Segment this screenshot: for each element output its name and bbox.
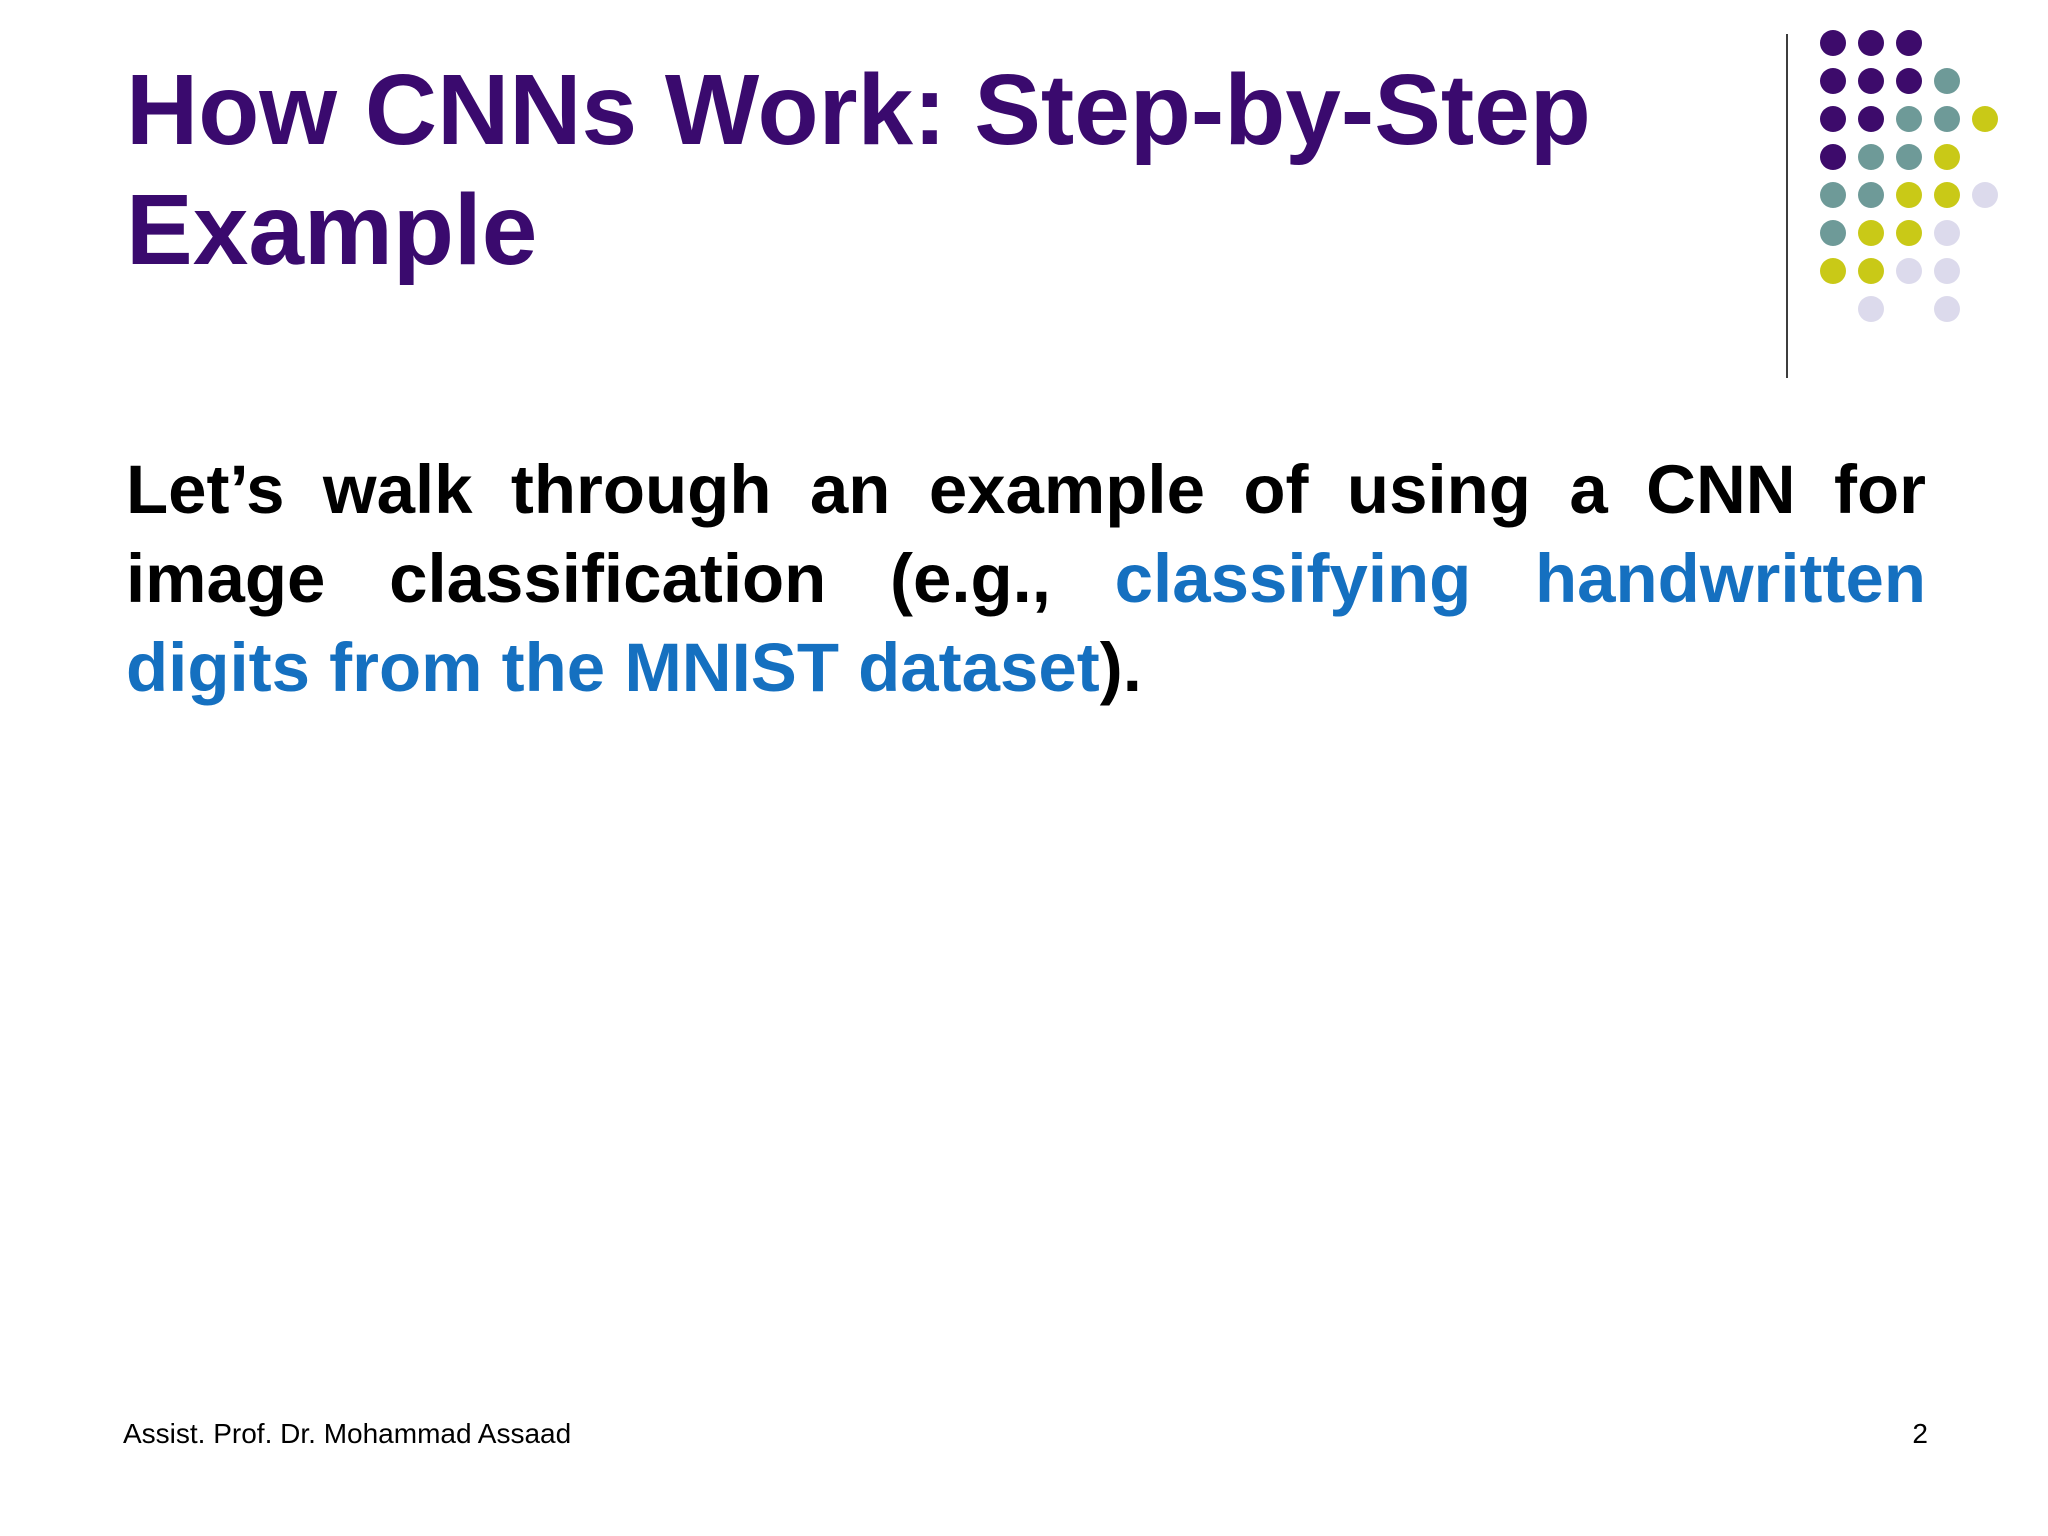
footer-author: Assist. Prof. Dr. Mohammad Assaad	[123, 1418, 572, 1449]
decorative-dot	[1896, 30, 1922, 56]
decorative-dot	[1820, 68, 1846, 94]
body-text-part-2: ).	[1099, 629, 1142, 706]
decorative-dot	[1934, 258, 1960, 284]
decorative-dot	[1934, 106, 1960, 132]
decorative-dot	[1934, 296, 1960, 322]
decorative-dot	[1820, 106, 1846, 132]
decorative-dot	[1858, 68, 1884, 94]
decorative-dot	[1896, 258, 1922, 284]
slide-body-text	[126, 445, 1926, 712]
decorative-dot	[1820, 258, 1846, 284]
decorative-dot	[1896, 144, 1922, 170]
decorative-dot	[1934, 220, 1960, 246]
decorative-dot-grid	[1820, 30, 2020, 340]
slide-page-number: 2	[1912, 1418, 1928, 1449]
decorative-dot	[1820, 182, 1846, 208]
decorative-dot	[1934, 144, 1960, 170]
decorative-dot	[1820, 144, 1846, 170]
decorative-dot	[1972, 182, 1998, 208]
body-text-highlight: classifying handwritten digits from the MNIST dataset	[126, 540, 1926, 706]
decorative-dot	[1896, 106, 1922, 132]
decorative-dot	[1896, 68, 1922, 94]
body-text-part-1: Let’s walk through an example of using a CNN for image classification (e.g.,	[126, 451, 1926, 617]
decorative-dot	[1858, 258, 1884, 284]
decorative-dot	[1896, 182, 1922, 208]
decorative-dot	[1820, 220, 1846, 246]
decorative-dot	[1858, 220, 1884, 246]
decorative-dot	[1934, 182, 1960, 208]
decorative-dot	[1896, 220, 1922, 246]
slide-title: How CNNs Work: Step-by-Step Example	[126, 54, 1591, 286]
decorative-dot	[1972, 106, 1998, 132]
decorative-dot	[1934, 68, 1960, 94]
decorative-dot	[1820, 30, 1846, 56]
decorative-dot	[1858, 30, 1884, 56]
decorative-dot	[1858, 296, 1884, 322]
decorative-dot	[1858, 144, 1884, 170]
title-divider-line	[1786, 34, 1788, 378]
decorative-dot	[1858, 182, 1884, 208]
decorative-dot	[1858, 106, 1884, 132]
